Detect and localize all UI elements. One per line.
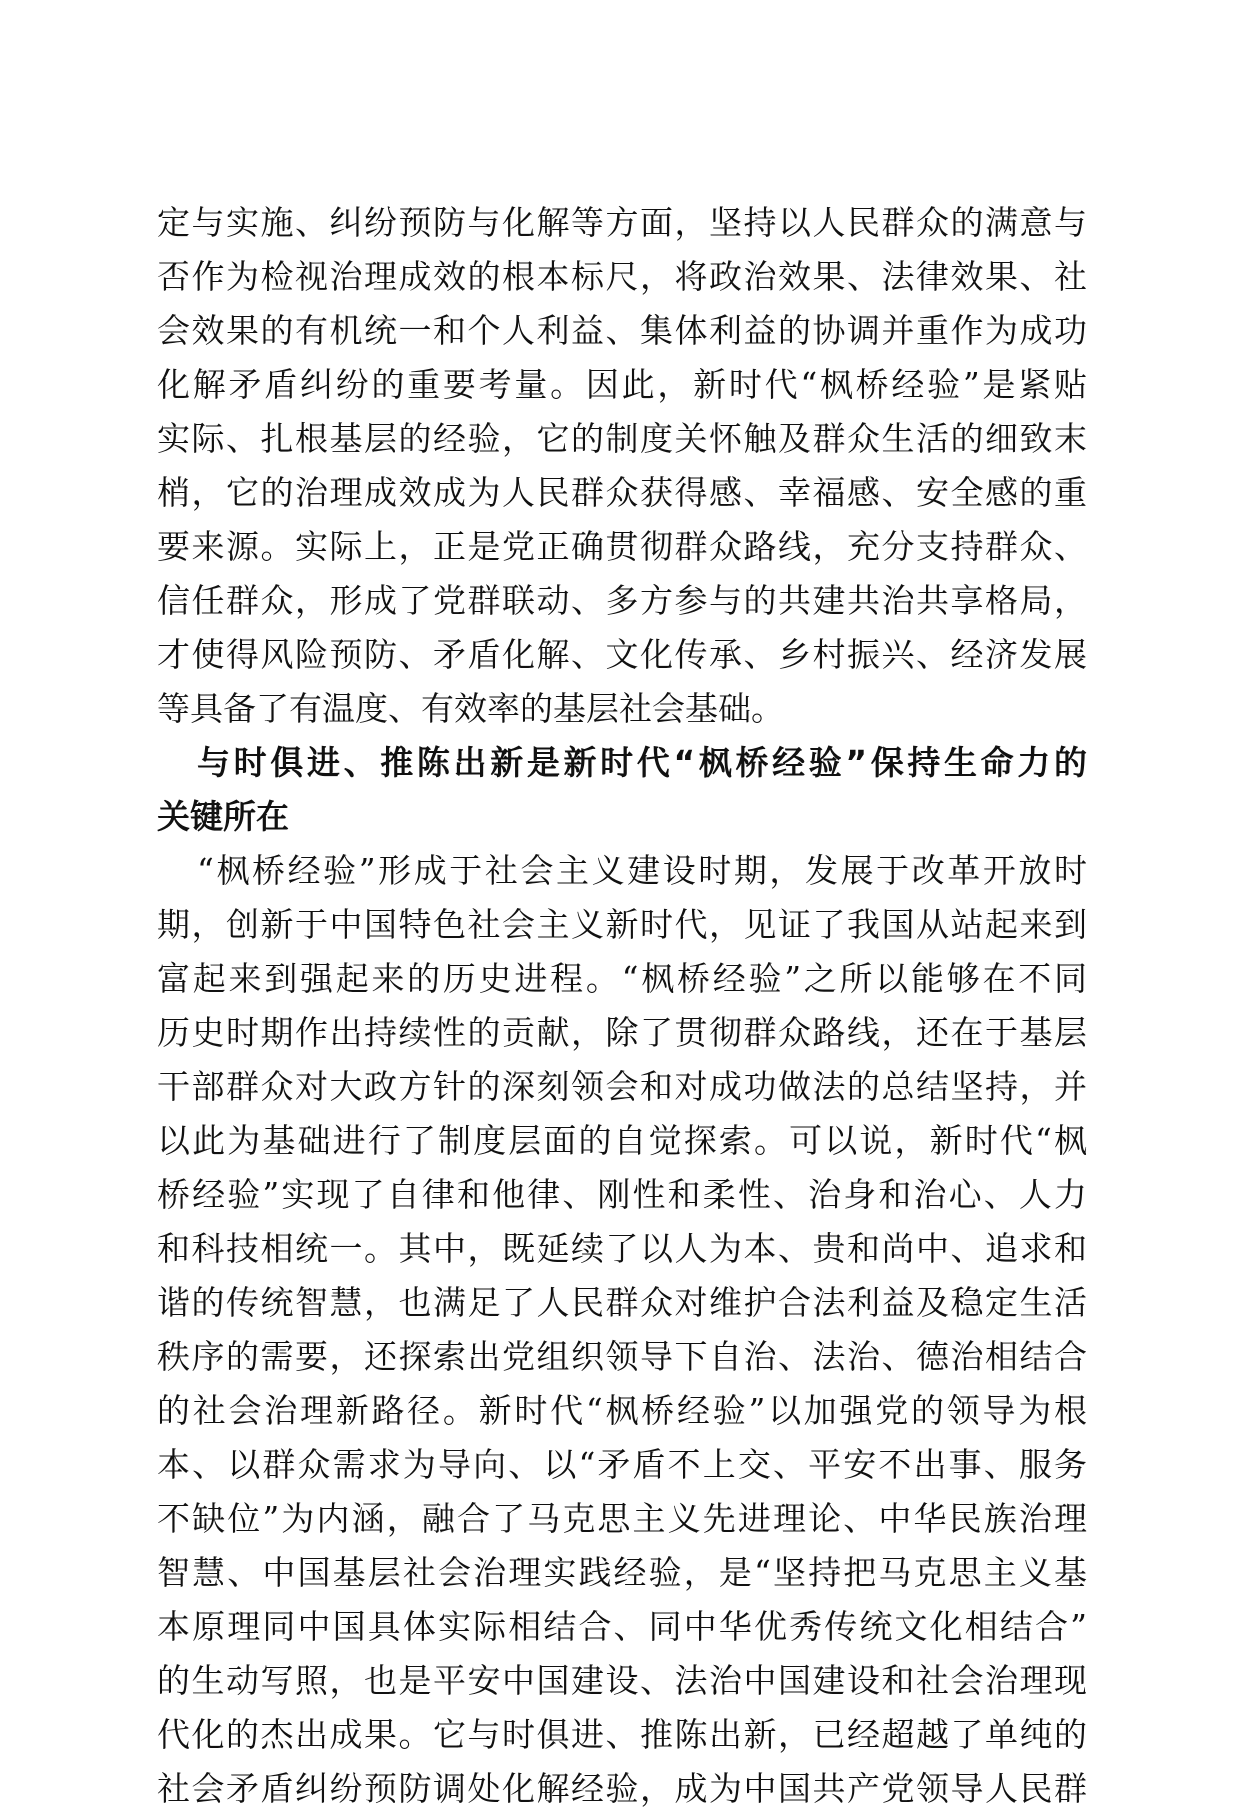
- paragraph-line: 智慧、中国基层社会治理实践经验，是“坚持把马克思主义基: [157, 1553, 1087, 1592]
- paragraph-line: 代化的杰出成果。它与时俱进、推陈出新，已经超越了单纯的: [157, 1715, 1087, 1754]
- section-heading-line-2: 关键所在: [157, 797, 289, 836]
- paragraph-line: 本原理同中国具体实际相结合、同中华优秀传统文化相结合”: [157, 1607, 1087, 1646]
- paragraph-line: 会效果的有机统一和个人利益、集体利益的协调并重作为成功: [157, 311, 1087, 350]
- paragraph-2: [157, 844, 1087, 1816]
- paragraph-line: 期，创新于中国特色社会主义新时代，见证了我国从站起来到: [157, 905, 1087, 944]
- section-heading-line-1: 与时俱进、推陈出新是新时代“枫桥经验”保持生命力的: [197, 743, 1087, 782]
- paragraph-line: 等具备了有温度、有效率的基层社会基础。: [157, 689, 784, 728]
- paragraph-line: 实际、扎根基层的经验，它的制度关怀触及群众生活的细致末: [157, 419, 1087, 458]
- paragraph-line: 谐的传统智慧，也满足了人民群众对维护合法利益及稳定生活: [157, 1283, 1087, 1322]
- paragraph-line: 桥经验”实现了自律和他律、刚性和柔性、治身和治心、人力: [157, 1175, 1087, 1214]
- section-heading: [157, 736, 1087, 844]
- paragraph-line: 的社会治理新路径。新时代“枫桥经验”以加强党的领导为根: [157, 1391, 1087, 1430]
- paragraph-line: 化解矛盾纠纷的重要考量。因此，新时代“枫桥经验”是紧贴: [157, 365, 1087, 404]
- document-page: [157, 196, 1087, 1816]
- paragraph-line: 以此为基础进行了制度层面的自觉探索。可以说，新时代“枫: [157, 1121, 1087, 1160]
- paragraph-line: 的生动写照，也是平安中国建设、法治中国建设和社会治理现: [157, 1661, 1087, 1700]
- paragraph-line: 信任群众，形成了党群联动、多方参与的共建共治共享格局，: [157, 581, 1087, 620]
- paragraph-line: 富起来到强起来的历史进程。“枫桥经验”之所以能够在不同: [157, 959, 1087, 998]
- paragraph-line: 社会矛盾纠纷预防调处化解经验，成为中国共产党领导人民群: [157, 1769, 1087, 1808]
- paragraph-line: 历史时期作出持续性的贡献，除了贯彻群众路线，还在于基层: [157, 1013, 1087, 1052]
- paragraph-line: 要来源。实际上，正是党正确贯彻群众路线，充分支持群众、: [157, 527, 1087, 566]
- paragraph-line: 定与实施、纠纷预防与化解等方面，坚持以人民群众的满意与: [157, 203, 1087, 242]
- paragraph-line: 和科技相统一。其中，既延续了以人为本、贵和尚中、追求和: [157, 1229, 1087, 1268]
- paragraph-line: 否作为检视治理成效的根本标尺，将政治效果、法律效果、社: [157, 257, 1087, 296]
- paragraph-line: “枫桥经验”形成于社会主义建设时期，发展于改革开放时: [197, 851, 1087, 890]
- paragraph-line: 秩序的需要，还探索出党组织领导下自治、法治、德治相结合: [157, 1337, 1087, 1376]
- paragraph-line: 梢，它的治理成效成为人民群众获得感、幸福感、安全感的重: [157, 473, 1087, 512]
- paragraph-line: 才使得风险预防、矛盾化解、文化传承、乡村振兴、经济发展: [157, 635, 1087, 674]
- paragraph-line: 本、以群众需求为导向、以“矛盾不上交、平安不出事、服务: [157, 1445, 1087, 1484]
- paragraph-line: 干部群众对大政方针的深刻领会和对成功做法的总结坚持，并: [157, 1067, 1087, 1106]
- paragraph-1: [157, 196, 1087, 736]
- paragraph-line: 不缺位”为内涵，融合了马克思主义先进理论、中华民族治理: [157, 1499, 1087, 1538]
